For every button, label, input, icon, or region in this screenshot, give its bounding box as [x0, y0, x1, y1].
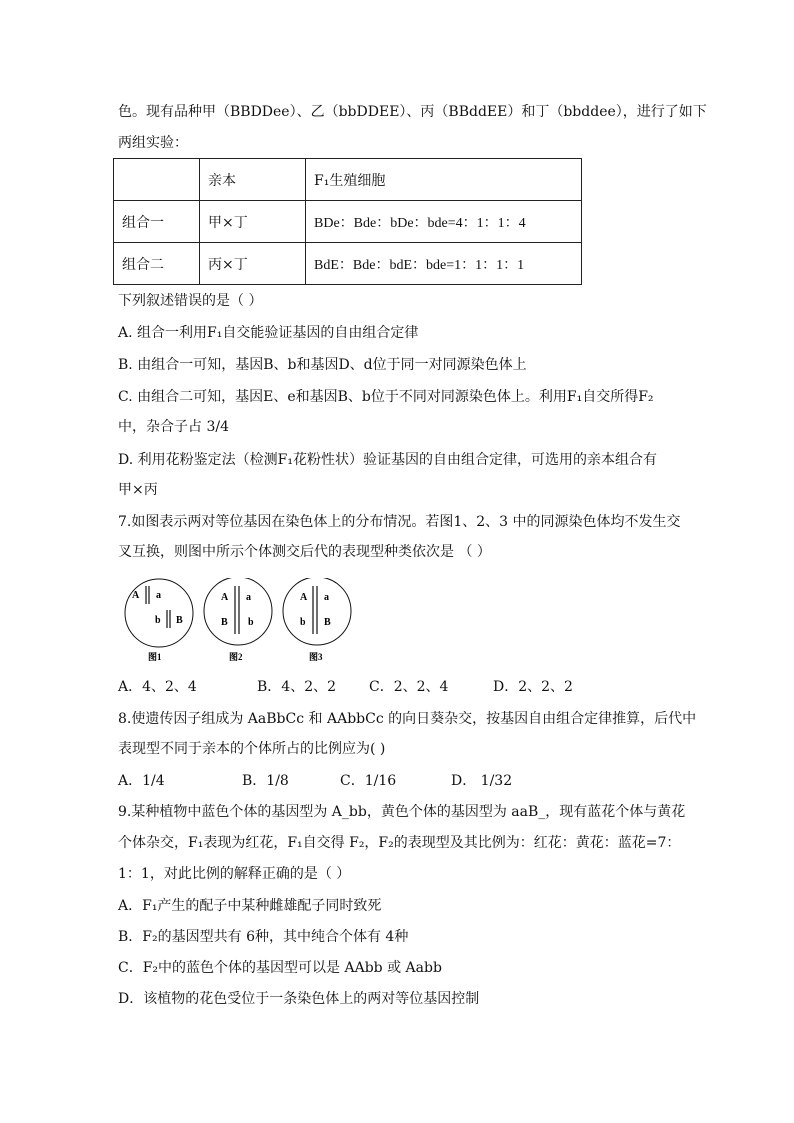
q9-stem-line2: 个体杂交，F₁表现为红花，F₁自交得 F₂，F₂的表现型及其比例为：红花：黄花：蓝花=7： [118, 835, 681, 851]
table-header-row [114, 159, 582, 201]
chromosome-figures [120, 578, 360, 666]
q8-stem-line2: 表现型不同于亲本的个体所占的比例应为( ) [118, 741, 386, 757]
allele-label: A [132, 590, 140, 601]
q7-option-c: C．2、2、4 [369, 679, 449, 695]
q9-option-d: D．该植物的花色受位于一条染色体上的两对等位基因控制 [118, 991, 480, 1007]
allele-label: b [300, 617, 306, 628]
table-row [114, 243, 582, 285]
q7-option-d: D．2、2、2 [493, 679, 573, 695]
q8-option-c: C．1/16 [340, 773, 397, 789]
figure-1 [125, 579, 193, 662]
q8-option-b: B．1/8 [242, 773, 289, 789]
allele-label: A [300, 592, 308, 603]
q6-option-a: A. 组合一利用F₁自交能验证基因的自由组合定律 [118, 325, 419, 341]
q7-stem-line1: 7.如图表示两对等位基因在染色体上的分布情况。若图1、2、3 中的同源染色体均不发生交 [118, 514, 681, 530]
table-header-cell: F₁生殖细胞 [306, 159, 582, 201]
q8-option-d: D． 1/32 [451, 773, 513, 789]
q7-stem-line2: 叉互换，则图中所示个体测交后代的表现型种类依次是 （ ） [118, 544, 491, 560]
figure-2 [204, 578, 272, 662]
q9-option-a: A．F₁产生的配子中某种雌雄配子同时致死 [118, 898, 382, 914]
table-cell-gametes: BdE：Bde：bdE：bde=1：1：1：1 [306, 243, 582, 285]
q7-option-a: A．4、2、4 [118, 679, 197, 695]
allele-label: B [221, 617, 228, 628]
intro-line-2: 两组实验： [118, 135, 188, 151]
table-cell-parent: 甲×丁 [200, 201, 306, 243]
table-cell-group: 组合一 [114, 201, 200, 243]
allele-label: b [155, 615, 161, 626]
allele-label: A [221, 592, 229, 603]
q9-option-b: B．F₂的基因型共有 6种，其中纯合个体有 4种 [118, 929, 409, 945]
cell-circle [204, 578, 272, 645]
q6-option-c-line1: C. 由组合二可知，基因E、e和基因B、b位于不同对同源染色体上。利用F₁自交所得F₂ [118, 389, 654, 405]
figure-caption: 图1 [148, 652, 162, 662]
table-header-cell [114, 159, 200, 201]
table-cell-gametes: BDe：Bde：bDe：bde=4：1：1：4 [306, 201, 582, 243]
q8-option-a: A．1/4 [118, 773, 165, 789]
experiment-table [113, 158, 582, 285]
q6-stem: 下列叙述错误的是（ ） [118, 293, 263, 309]
table-cell-parent: 丙×丁 [200, 243, 306, 285]
allele-label: a [324, 592, 329, 603]
table-cell-group: 组合二 [114, 243, 200, 285]
figure-caption: 图3 [309, 652, 323, 662]
allele-label: a [156, 590, 161, 601]
allele-label: B [176, 615, 183, 626]
intro-line-1: 色。现有品种甲（BBDDee）、乙（bbDDEE）、丙（BBddEE）和丁（bbddee），进行了如下 [118, 104, 707, 120]
q6-option-b: B. 由组合一可知，基因B、b和基因D、d位于同一对同源染色体上 [118, 357, 527, 373]
allele-label: B [324, 617, 331, 628]
allele-label: b [248, 617, 254, 628]
q8-stem-line1: 8.使遗传因子组成为 AaBbCc 和 AAbbCc 的向日葵杂交，按基因自由组合定律推算，后代中 [118, 711, 697, 727]
q6-option-d-line1: D. 利用花粉鉴定法（检测F₁花粉性状）验证基因的自由组合定律，可选用的亲本组合有 [118, 452, 657, 468]
q6-option-d-line2: 甲×丙 [118, 482, 158, 498]
figure-3 [283, 578, 351, 662]
q9-option-c: C．F₂中的蓝色个体的基因型可以是 AAbb 或 Aabb [118, 960, 442, 976]
q9-stem-line3: 1：1，对此比例的解释正确的是（ ） [118, 866, 351, 882]
table-header-cell: 亲本 [200, 159, 306, 201]
figure-caption: 图2 [229, 652, 243, 662]
q7-option-b: B．4、2、2 [257, 679, 337, 695]
table-row [114, 201, 582, 243]
q6-option-c-line2: 中，杂合子占 3/4 [118, 419, 229, 435]
q9-stem-line1: 9.某种植物中蓝色个体的基因型为 A_bb，黄色个体的基因型为 aaB_，现有蓝花个体与黄花 [118, 804, 686, 820]
allele-label: a [246, 592, 251, 603]
